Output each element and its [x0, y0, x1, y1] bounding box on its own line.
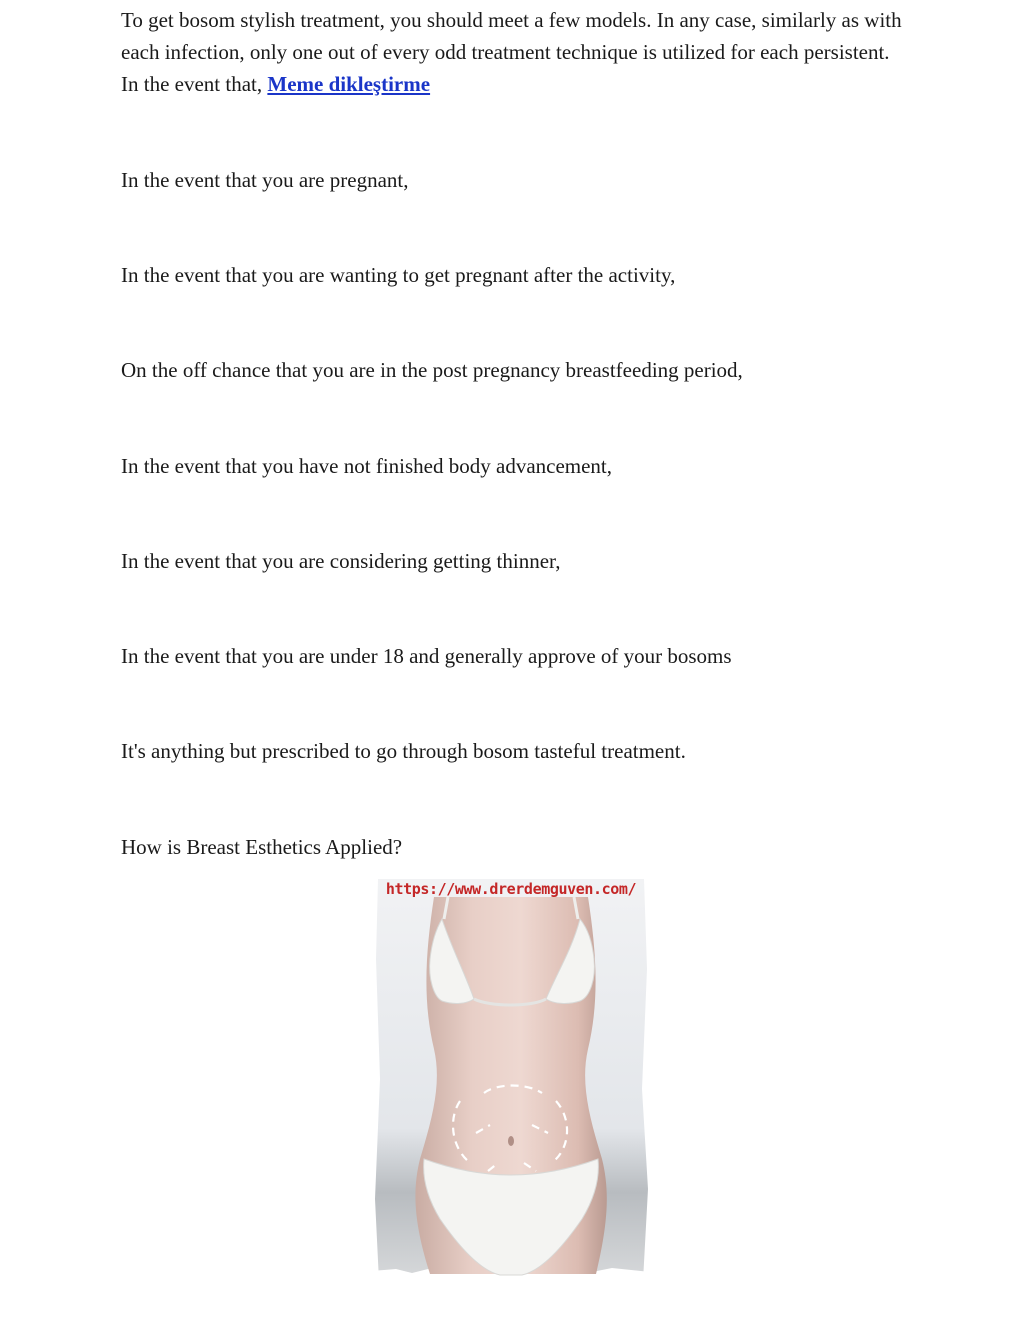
website-watermark: https://www.drerdemguven.com/ [385, 880, 637, 898]
not-recommended-statement: It's anything but prescribed to go through bosom tasteful treatment. [121, 739, 686, 763]
navel [508, 1136, 514, 1146]
intro-paragraph [121, 4, 911, 100]
condition-wanting-pregnancy: In the event that you are wanting to get pregnant after the activity, [121, 263, 676, 287]
section-question-heading: How is Breast Esthetics Applied? [121, 835, 403, 859]
condition-body-development: In the event that you have not finished body advancement, [121, 454, 613, 478]
condition-breastfeeding: On the off chance that you are in the post pregnancy breastfeeding period, [121, 358, 743, 382]
body-illustration-figure [372, 879, 650, 1281]
intro-text: To get bosom stylish treatment, you should meet a few models. In any case, similarly as with each infection, only one out of every odd treatment technique is utilized for each persistent. In the event that, [121, 8, 902, 96]
condition-weight-loss: In the event that you are considering getting thinner, [121, 549, 561, 573]
condition-pregnant: In the event that you are pregnant, [121, 168, 409, 192]
condition-under-18: In the event that you are under 18 and generally approve of your bosoms [121, 644, 732, 668]
meme-diklestirme-link[interactable]: Meme dikleştirme [267, 72, 431, 96]
torso-illustration [372, 879, 650, 1281]
